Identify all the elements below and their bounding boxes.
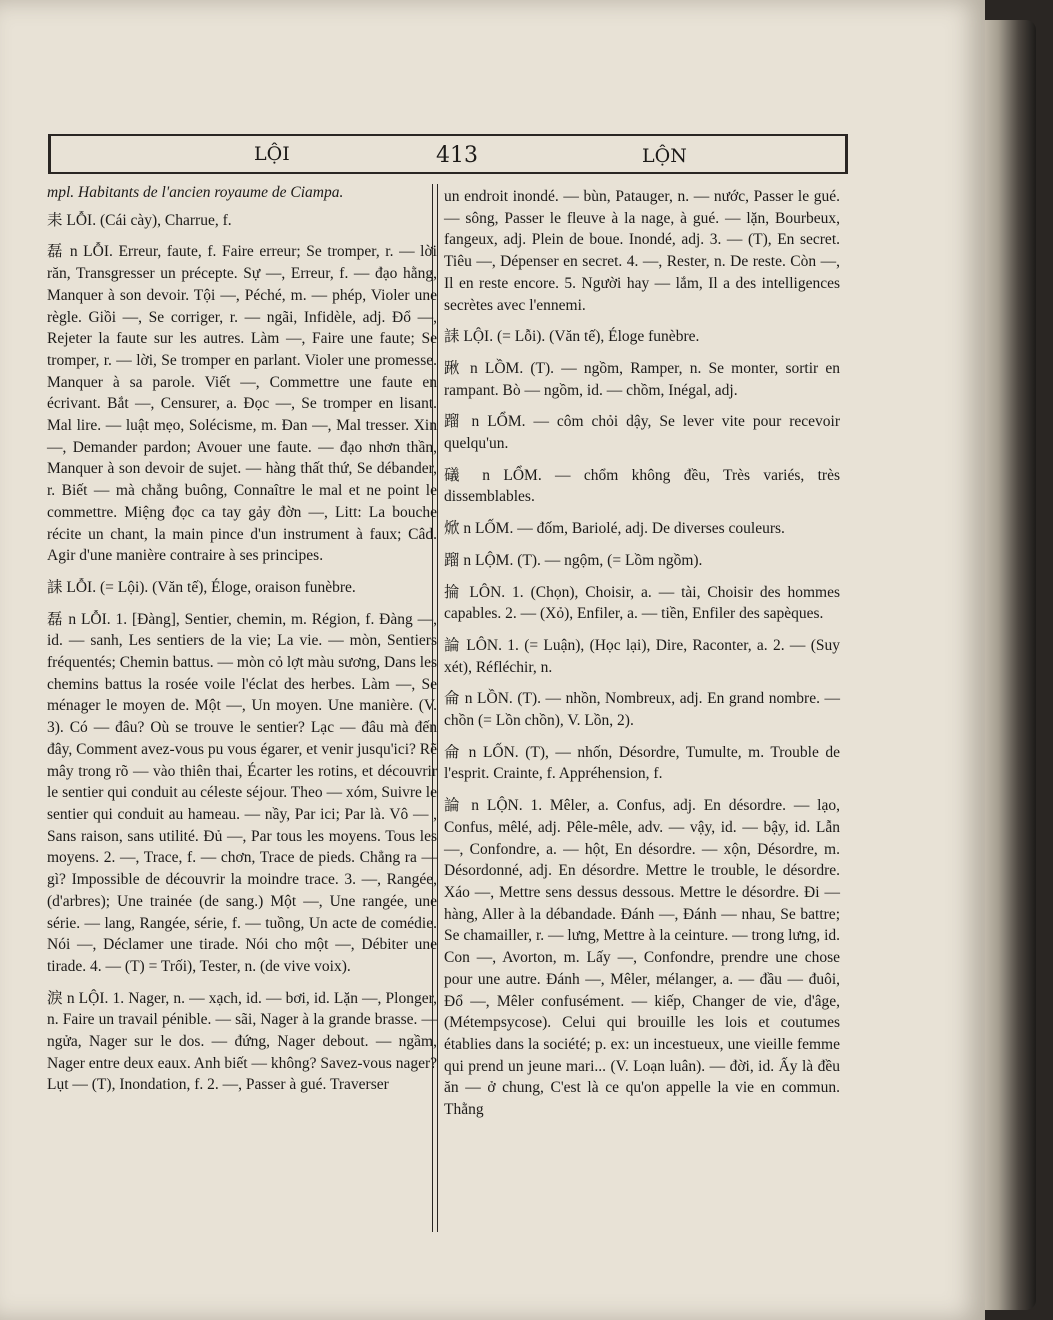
- right-column: [444, 186, 840, 1131]
- entry-loi-sentier: 磊 n LỖI. 1. [Đàng], Sentier, chemin, m. Région, f. Đàng —, id. — sanh, Les sentiers de la vie; La vie. — mòn, Sentiers fréquentés; Chemin battus. — mòn cỏ lợt màu sương, Dans les chemins battus la rosée voile l'éclat des herbes. Làm —, Se ménager le moyen de. Một —, Un moyen. Une manière. (V. 3). Có — đâu? Où se trouve le sentier? Lạc — đâu mà đến đây, Comment avez-vous pu vous égarer, et venir jusqu'ici? Rẽ mây trong rõ — vào thiên thai, Écarter les rotins, et découvrir le sentier qui conduit au céleste séjour. Theo — xóm, Suivre le sentier qui conduit au hameau. — nầy, Par ici; Par là. Vô — , Sans raison, sans utilité. Đủ —, Par tous les moyens. Tous les moyens. 2. —, Trace, f. — chơn, Trace de pieds. Chẳng ra — gì? Impossible de découvrir la moindre trace. 3. —, Rangée, (d'arbres); Une trainée (de sang.) Một —, Une rangée, une série. — lang, Rangée, série, f. — tuồng, Un acte de comédie. Nói —, Déclamer une tirade. Nói cho một —, Débiter une tirade. 4. — (T) = Trối), Tester, n. (de vive voix).: [47, 610, 437, 975]
- entry-lom-ramper: 踿 n LỒM. (T). — ngồm, Ramper, n. Se monter, sortir en rampant. Bò — ngồm, id. — chồm, Inégal, adj.: [444, 359, 840, 399]
- entry-lom-lever: 蹓 n LỔM. — côm chỏi dậy, Se lever vite pour recevoir quelqu'un.: [444, 413, 840, 453]
- entry-continuation-right: un endroit inondé. — bùn, Patauger, n. — nước, Passer le gué. — sông, Passer le fleuve à la nage, à gué. — lặn, Bourbeux, fangeux, adj. Plein de boue. Inondé, adj. 3. — (T), En secret. Tiêu —, Dépenser en secret. 4. —, Rester, n. De reste. Còn —, Il en reste encore. 5. Người hay — lắm, Il a des intelligences secrètes avec l'ennemi.: [444, 188, 840, 314]
- header-left-word: LỘI: [254, 143, 290, 165]
- entry-lom-ngom: 蹓 n LỘM. (T). — ngộm, (= Lồm ngồm).: [444, 551, 703, 569]
- entry-loi-nager: 淚 n LỘI. 1. Nager, n. — xạch, id. — bơi, id. Lặn —, Plonger, n. Faire un travail pénible. — sãi, Nager à la grande brasse. — ngửa, Nager sur le dos. — đứng, Nager debout. — ngầm, Nager entre deux eaux. Anh biết — không? Savez-vous nager? Lụt — (T), Inondation, f. 2. —, Passer à gué. Traverser: [47, 989, 437, 1094]
- entry-lom-bariole: 焮 n LỐM. — đốm, Bariolé, adj. De diverses couleurs.: [444, 520, 785, 538]
- entry-loi-erreur: 磊 n LỖI. Erreur, faute, f. Faire erreur; Se tromper, r. — lời răn, Transgresser un précepte. Sự —, Erreur, f. — đạo hằng, Manquer à son devoir. Tội —, Péché, m. — phép, Violer une règle. Giồi —, Se corriger, r. — ngãi, Infidèle, adj. Đổ —, Rejeter la faute sur les autres. Làm —, Faire une faute; Se tromper, r. — lời, Se tromper en parlant. Violer une promesse. Manquer à sa parole. Viết —, Commettre une faute en écrivant. Bắt —, Censurer, a. Đọc —, Se tromper en lisant. Mal lire. — luật mẹo, Solécisme, m. Đan —, Mal tresser. Xin —, Demander pardon; Avouer une faute. — đạo nhơn thần, Manquer à son devoir de sujet. — hàng thất thứ, Se débander, r. Biết — mà chẳng buông, Connaître le mal et ne point le commettre. Miệng đọc ca tay gảy đờn —, Litt: La bouche récite un chant, la main pince d'un instrument à faux; Câd. Agir d'une manière contraire à ses principes.: [47, 243, 437, 565]
- entry-continuation: mpl. Habitants de l'ancien royaume de Ciampa.: [47, 184, 344, 201]
- entry-lon-desordre: 侖 n LỐN. (T), — nhốn, Désordre, Tumulte, m. Trouble de l'esprit. Crainte, f. Appréhension, f.: [444, 743, 840, 783]
- page-number: 413: [436, 143, 478, 168]
- entry-loi-eloge-funebre: 誄 LỘI. (= Lỗi). (Văn tế), Éloge funèbre.: [444, 328, 700, 346]
- entry-lon-choisir: 掄 LÔN. 1. (Chọn), Choisir, a. — tài, Choisir des hommes capables. 2. — (Xỏ), Enfiler, a. — tiền, Enfiler des sapèques.: [444, 583, 840, 623]
- entry-loi-eloge: 誄 LỖI. (= Lội). (Văn tế), Éloge, oraison funèbre.: [47, 578, 356, 596]
- entry-lon-nombreux: 侖 n LỒN. (T). — nhồn, Nombreux, adj. En grand nombre. — chồn (= Lồn chồn), V. Lồn, 2).: [444, 690, 840, 730]
- header-right-word: LỘN: [642, 145, 687, 167]
- left-column: [47, 182, 437, 1106]
- entry-lon-meler: 論 n LỘN. 1. Mêler, a. Confus, adj. En désordre. — lạo, Confus, mêlé, adj. Pêle-mêle, adv. — vậy, id. — bậy, id. Lẫn —, Confondre, a. — hột, En désordre. — xộn, Désordre, m. Désordonné, adj. En désordre. Mettre le trouble, le désordre. Xáo —, Mettre sens dessus dessous. Mettre le désordre. Đi — hàng, Aller à la débandade. Đánh —, Đánh — nhau, Se battre; Se chamailler, r. — lưng, Mettre à la ceinture. — trong lưng, id. Con —, Avorton, m. Lấy —, Confondre, prendre une chose pour une autre. Đánh —, Mêler, mélanger, a. — đầu — đuôi, Đổ —, Mêler confusément. — kiếp, Changer de vie, d'âge, (Métempsycose). Celui qui brouille les lois et coutumes établies dans la société; p. ex: un incestueux, une vieille femme qui prend un jeune mari... (V. Loạn luân). — đời, id. Ấy là đều ăn — ở chung, C'est là ce qu'on appelle la vie en commun. Thằng: [444, 797, 840, 1119]
- running-header: [48, 134, 848, 174]
- entry-lon-dire: 論 LÔN. 1. (= Luận), (Học lại), Dire, Raconter, a. 2. — (Suy xét), Réfléchir, n.: [444, 636, 840, 676]
- entry-loi-charrue: 耒 LỖI. (Cái cày), Charrue, f.: [47, 211, 232, 229]
- entry-lom-varies: 礒 n LỔM. — chổm không đều, Très variés, très dissemblables.: [444, 466, 840, 506]
- page-edge: [978, 20, 1036, 1310]
